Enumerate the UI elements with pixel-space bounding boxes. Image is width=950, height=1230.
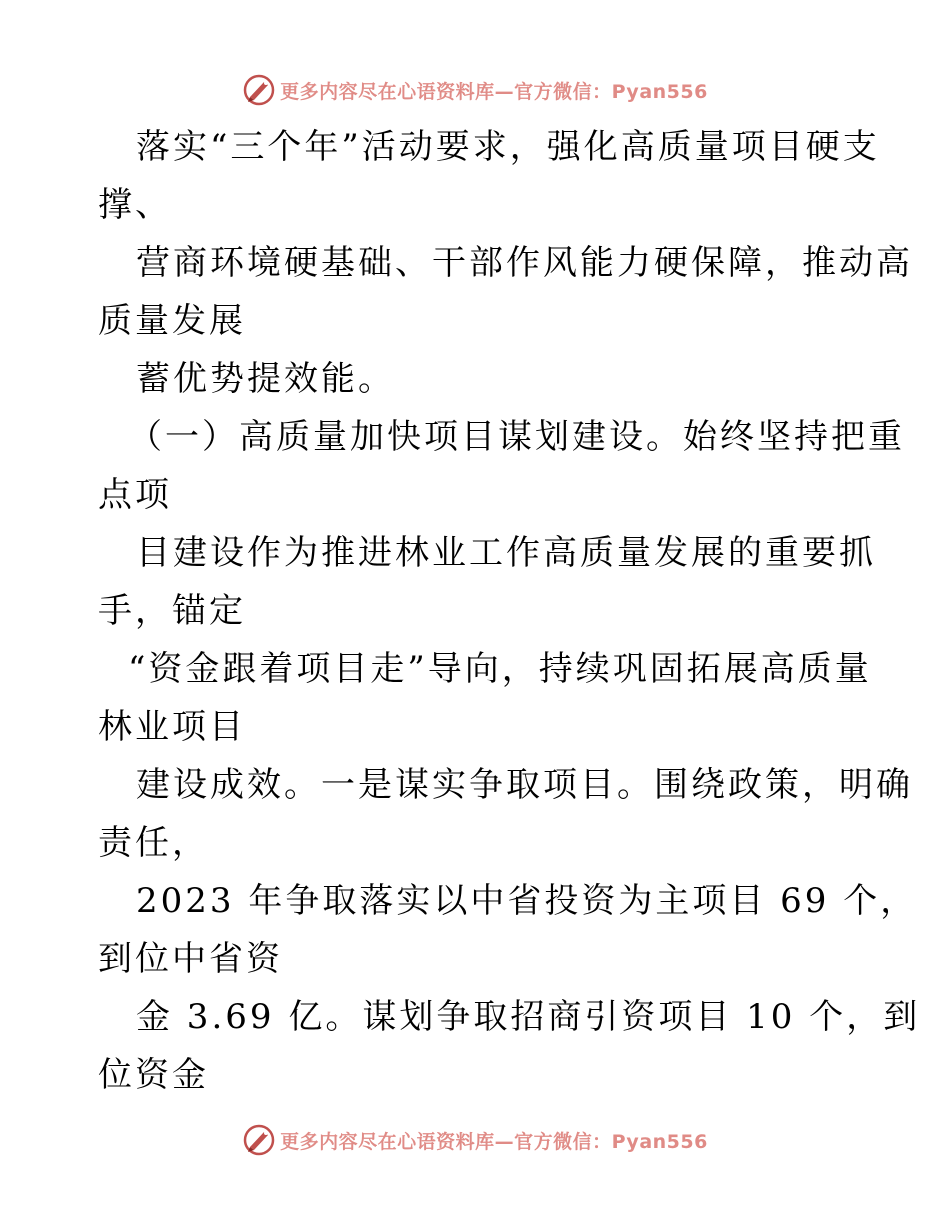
text-line: 建设成效。一是谋实争取项目。围绕政策，明确 (136, 765, 913, 805)
text-line: 落实“三个年”活动要求，强化高质量项目硬支 (136, 127, 880, 167)
text-line: 金 3.69 亿。谋划争取招商引资项目 10 个，到 (136, 997, 921, 1037)
footer-watermark (0, 1120, 950, 1160)
text-line: 到位中省资 (98, 939, 283, 979)
text-line: “资金跟着项目走”导向，持续巩固拓展高质量 (128, 649, 872, 689)
header-watermark (0, 70, 950, 110)
text-line: 点项 (98, 475, 172, 515)
text-line: 手，锚定 (98, 591, 246, 631)
document-body (98, 118, 921, 1104)
text-line: 责任， (98, 823, 209, 863)
watermark-text: 更多内容尽在心语资料库—官方微信：Pyan556 (280, 1130, 708, 1153)
pen-logo-icon (242, 73, 276, 107)
text-line: 质量发展 (98, 301, 246, 341)
text-line: 2023 年争取落实以中省投资为主项目 69 个， (136, 881, 918, 921)
text-line: 目建设作为推进林业工作高质量发展的重要抓 (136, 533, 876, 573)
text-line: 撑、 (98, 185, 172, 225)
text-line: （一）高质量加快项目谋划建设。始终坚持把重 (128, 417, 905, 457)
text-line: 营商环境硬基础、干部作风能力硬保障，推动高 (136, 243, 913, 283)
text-line: 林业项目 (98, 707, 246, 747)
text-line: 位资金 (98, 1055, 209, 1095)
watermark-text: 更多内容尽在心语资料库—官方微信：Pyan556 (280, 80, 708, 103)
text-line: 蓄优势提效能。 (136, 359, 395, 399)
pen-logo-icon (242, 1123, 276, 1157)
